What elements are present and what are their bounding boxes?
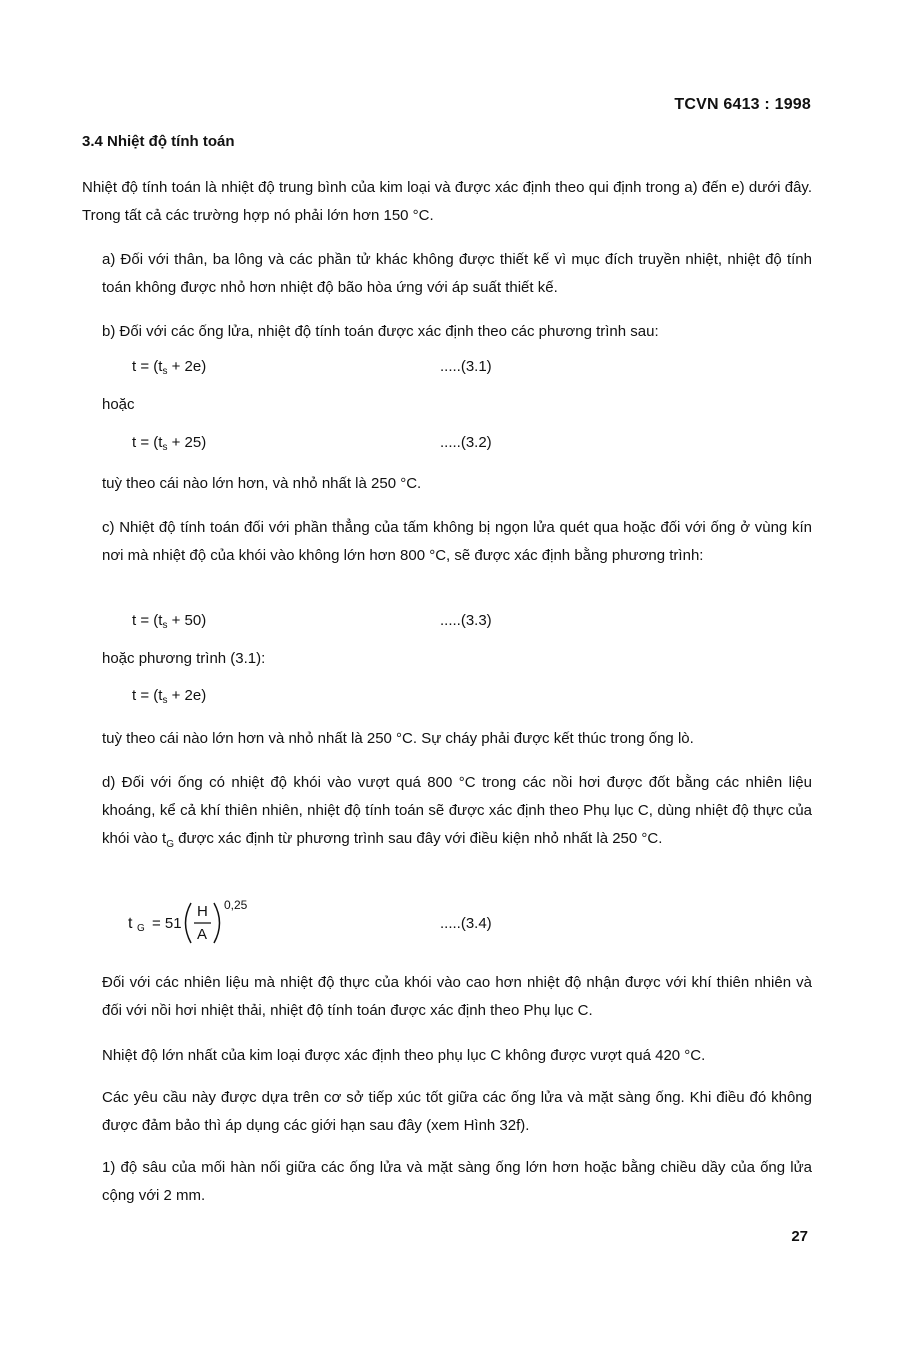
equation-3-1: $t = (t_s + 2e)$ (132, 358, 207, 377)
equation-3-1-ref: .....(3.1) (440, 358, 492, 375)
equation-3-2: $t = (t_s + 25)$ (132, 434, 207, 453)
exponent: 0,25 (224, 898, 248, 912)
requirements-paragraph: Các yêu cầu này được dựa trên cơ sở tiếp xúc tốt giữa các ống lửa và mặt sàng ống. Khi điều đó không được đảm bảo thì áp dụng các giới hạn sau đây (xem Hình 32f). (102, 1089, 812, 1134)
intro-paragraph: Nhiệt độ tính toán là nhiệt độ trung bình của kim loại và được xác định theo qui định trong a) đến e) dưới đây. Trong tất cả các trường hợp nó phải lớn hơn 150 °C. (82, 179, 812, 224)
note-c: tuỳ theo cái nào lớn hơn và nhỏ nhất là 250 °C. Sự cháy phải được kết thúc trong ống lò. (102, 730, 694, 747)
item-1: 1) độ sâu của mối hàn nối giữa các ống lửa và mặt sàng ống lớn hơn hoặc bằng chiều dầy của ống lửa cộng với 2 mm. (102, 1159, 812, 1204)
equation-3-3: $t = (t_s + 50)$ (132, 612, 207, 631)
equation-3-1-repeat: $t = (t_s + 2e)$ (132, 687, 207, 706)
max-temp-paragraph: Nhiệt độ lớn nhất của kim loại được xác định theo phụ lục C không được vượt quá 420 °C. (102, 1047, 706, 1064)
item-c: c) Nhiệt độ tính toán đối với phần thẳng của tấm không bị ngọn lửa quét qua hoặc đối với ống ở vùng kín nơi mà nhiệt độ của khói vào không lớn hơn 800 °C, sẽ được xác định bằng phương trình: (102, 519, 812, 564)
item-a: a) Đối với thân, ba lông và các phần tử khác không được thiết kế vì mục đích truyền nhiệt, nhiệt độ tính toán không được nhỏ hơn nhiệt độ bão hòa ứng với áp suất thiết kế. (102, 251, 812, 296)
equation-3-2-ref: .....(3.2) (440, 434, 492, 451)
item-b: b) Đối với các ống lửa, nhiệt độ tính toán được xác định theo các phương trình sau: (102, 323, 659, 340)
fuel-paragraph: Đối với các nhiên liệu mà nhiệt độ thực của khói vào cao hơn nhiệt độ nhận được với khí thiên nhiên và đối với nồi hơi nhiệt thải, nhiệt độ tính toán được xác định theo Phụ lục C. (102, 974, 812, 1019)
fraction-numerator: H (197, 903, 208, 920)
fraction-denominator: A (197, 926, 208, 943)
or-equation-label: hoặc phương trình (3.1): (102, 650, 266, 667)
page-number: 27 (791, 1228, 808, 1245)
or-label: hoặc (102, 396, 135, 413)
standard-header: TCVN 6413 : 1998 (674, 96, 811, 113)
section-title: 3.4 Nhiệt độ tính toán (82, 133, 235, 150)
equation-3-3-ref: .....(3.3) (440, 612, 492, 629)
equation-3-4-ref: .....(3.4) (440, 915, 492, 932)
item-d: d) Đối với ống có nhiệt độ khói vào vượt quá 800 °C trong các nồi hơi được đốt bằng các nhiên liệu khoáng, kể cả khí thiên nhiên, nhiệt độ tính toán sẽ được xác định theo Phụ lục C, dùng nhiệt độ thực của khói vào $t_G$ được xác định từ phương trình sau đây với điều kiện nhỏ nhất là 250 °C. (102, 774, 812, 850)
note-b: tuỳ theo cái nào lớn hơn, và nhỏ nhất là 250 °C. (102, 475, 422, 492)
equation-3-4: t G = 51 H A 0,25 (128, 895, 268, 955)
